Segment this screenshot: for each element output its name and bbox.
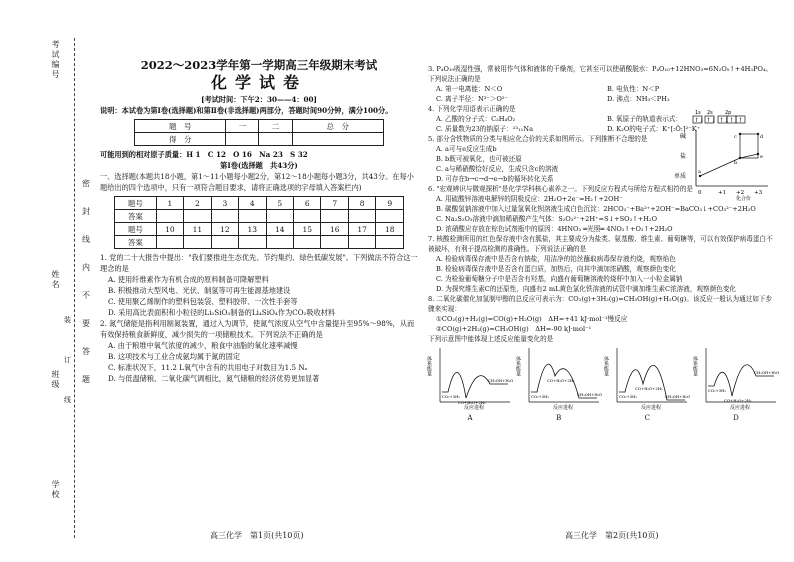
fig5-x-2: +2	[736, 190, 745, 196]
energy-svg	[428, 346, 512, 412]
q2-option-d: D. 与低温储粮、二氧化碳气调相比，氮气储粮的经济优势更加显著	[108, 374, 320, 383]
page-1	[100, 58, 418, 384]
page2-footer: 高三化学 第2页(共10页)	[565, 531, 659, 540]
fig5-x-0: 0	[698, 190, 702, 196]
question-4: 4. 下列化学用语表示正确的是	[428, 105, 516, 113]
species-mid: CO+H₂O+2H₂	[546, 378, 575, 383]
answer-table	[114, 196, 404, 249]
answer-blank[interactable]	[156, 210, 183, 223]
species-end: CH₃OH+H₂O	[665, 394, 691, 399]
seal-small-3: 线	[64, 396, 71, 404]
answer-num: 17	[348, 223, 375, 236]
energy-xlabel: 反应进程	[552, 405, 573, 411]
q5-option-d: D. 可存在b→c→d→e→b的循环转化关系	[436, 175, 554, 183]
energy-xlabel: 反应进程	[641, 405, 662, 411]
answer-label: 答案	[115, 210, 157, 223]
q6-option-b: B. 碳酸氢钠溶液中加入过量氢氧化钡溶液生成白色沉淀：2HCO₃⁻+Ba²⁺+2OH⁻=BaCO₃↓+CO₃²⁻+2H₂O	[436, 205, 756, 213]
q5-option-b: B. b既可被氧化，也可被还原	[436, 155, 522, 163]
fig5-x-3: +3	[754, 190, 763, 196]
answer-label: 答案	[115, 236, 157, 249]
q5-option-c: C. a与稀硝酸恰好反应，生成只含c的溶液	[436, 165, 559, 173]
species-end: CH₃OH+H₂O	[488, 378, 514, 383]
q3-options-row2	[428, 94, 778, 104]
seal-word-4: 内	[82, 263, 90, 272]
q3-option-b: B. 电负性：N＜P	[607, 85, 660, 93]
q3-option-c: C. 离子半径：N³⁻＞O²⁻	[436, 95, 508, 103]
answer-blank[interactable]	[321, 236, 348, 249]
answer-num: 9	[376, 197, 404, 210]
energy-ylabel: 体系能量	[514, 356, 521, 376]
species-mid: CO+H₂O+2H₂	[458, 400, 486, 405]
answer-num: 11	[184, 223, 211, 236]
section1-desc: 一、选择题(本题共18小题，第1～11小题每小题2分，第12～18小题每小题3分，共43分。在每小题给出的四个选项中，只有一项符合题目要求，请将正确选项的字母填入答案栏内)	[100, 172, 414, 192]
score-cell: 总 分	[292, 120, 383, 133]
q1-option-b: B. 积极推动大型风电、光伏、制氢等可再生能源基地建设	[108, 286, 291, 295]
fig5-point-b: b	[734, 160, 738, 166]
question-2: 2. 氮气储能是指利用制氮装置，通过入为调节，使氮气浓度从空气中含量提升至95%～98%，从而有效保持粮食新鲜度，减少损失的一项储粮技术。下列说法不正确的是	[100, 319, 415, 339]
answer-label: 题号	[115, 197, 157, 210]
answer-num: 10	[156, 223, 183, 236]
seal-word-1: 密	[82, 179, 90, 188]
energy-ylabel: 体系能量	[603, 356, 610, 376]
svg-text:↑↓: ↑↓	[719, 117, 730, 124]
score-cell: 题 号	[135, 120, 226, 133]
energy-diagram-d[interactable]	[691, 346, 780, 422]
iron-valence-figure	[668, 126, 778, 202]
answer-blank[interactable]	[266, 210, 293, 223]
answer-blank[interactable]	[239, 236, 266, 249]
species-start: CO₂+3H₂	[619, 394, 638, 399]
score-blank[interactable]	[226, 133, 259, 146]
score-cell: 得 分	[135, 133, 226, 146]
seal-word-2: 封	[82, 207, 90, 216]
fig5-point-a: a	[698, 169, 701, 175]
exam-time: [考试时间：下午2：30——4：00]	[201, 95, 317, 104]
score-cell: 二	[259, 120, 292, 133]
fig5-x-1: +1	[718, 190, 727, 196]
orbital-label-1s: 1s	[695, 110, 701, 116]
score-blank[interactable]	[259, 133, 292, 146]
atomic-masses: 可能用到的相对原子质量：H 1 C 12 O 16 Na 23 S 32	[100, 150, 308, 159]
question-8: 8. 二氧化碳催化加氢制甲醇的总反应可表示为：CO₂(g)+3H₂(g)=CH₃OH(g)+H₂O(g)。该反应一般认为通过如下步骤来实现：	[428, 295, 773, 313]
answer-blank[interactable]	[239, 210, 266, 223]
q4-option-a: A. 乙酸的分子式：C₂H₄O₂	[436, 115, 516, 123]
page1-footer: 高三化学 第1页(共10页)	[210, 531, 304, 540]
answer-label: 题号	[115, 223, 157, 236]
species-start: CO₂+3H₂	[442, 394, 460, 399]
question-1: 1. 党的二十大报告中提出："我们要推进生态优先、节约集约、绿色低碳发展"。下列做法不符合这一理念的是	[100, 253, 418, 273]
svg-text:↑: ↑	[738, 117, 744, 124]
q7-option-a: A. 检验病毒保存液中是否含有钠盐，用洁净的铂丝蘸取病毒保存液灼烧，观察焰色	[436, 255, 676, 263]
energy-svg	[605, 346, 689, 412]
q6-option-a: A. 用硫酸锌溶液电解锌的阴极反应：2H₂O+2e⁻=H₂↑+2OH⁻	[436, 195, 623, 203]
class-label: 班级	[51, 370, 60, 390]
answer-num: 15	[294, 223, 321, 236]
energy-ylabel: 体系能量	[426, 356, 432, 376]
q6-option-c: C. Na₂S₂O₃溶液中滴加稀硝酸产生气体：S₂O₃²⁻+2H⁺=S↓+SO₂↑+H₂O	[436, 215, 658, 223]
exam-no-label: 考试编号	[51, 40, 60, 80]
score-cell: 一	[226, 120, 259, 133]
q4-options-row1	[428, 110, 778, 124]
answer-blank[interactable]	[294, 236, 321, 249]
fig5-ylabel-salt: 盐	[680, 153, 687, 160]
energy-option-label: B	[556, 414, 562, 422]
answer-num: 12	[211, 223, 238, 236]
answer-num: 5	[266, 197, 293, 210]
energy-ylabel: 体系能量	[691, 356, 698, 376]
energy-svg	[691, 346, 780, 412]
energy-diagrams	[426, 346, 780, 422]
answer-blank[interactable]	[156, 236, 183, 249]
answer-num: 2	[184, 197, 211, 210]
seal-dashed-line	[74, 38, 75, 538]
q2-option-a: A. 由于粮堆中氧气浓度的减少，粮食中油脂的氧化速率减慢	[108, 341, 298, 350]
seal-words	[82, 170, 92, 394]
q1-option-a: A. 使用纤维素作为有机合成的原料制备可降解塑料	[108, 275, 269, 284]
answer-blank[interactable]	[348, 210, 375, 223]
answer-num: 13	[239, 223, 266, 236]
answer-blank[interactable]	[294, 210, 321, 223]
seal-small-1: 装	[64, 316, 71, 324]
answer-blank[interactable]	[266, 236, 293, 249]
q4-option-c: C. 质量数为23的钠原子：²³₁₁Na	[436, 125, 534, 133]
answer-blank[interactable]	[348, 236, 375, 249]
instructions: 说明：本试卷为第Ⅰ卷(选择题)和第Ⅱ卷(非选择题)两部分，答题时间90分钟，满分100分。	[100, 106, 393, 115]
fig5-point-c: c	[734, 134, 737, 140]
score-blank[interactable]	[292, 133, 383, 146]
orbital-label-2s: 2s	[707, 110, 713, 116]
q7-option-d: D. 为探究维生素C的还原性，向盛有2 mL黄色氯化铁溶液的试管中滴加维生素C浓溶液，观察颜色变化	[436, 285, 737, 293]
q1-option-d: D. 采用高比表面积和小粒径的Li₂SiO₃制备的Li₄SiO₄作为CO₂吸收材料	[108, 308, 336, 317]
question-7: 7. 核酸检测所用的红色保存液中含有胍盐，其主要成分为盐类、氨基酸、维生素、葡萄糖等，可以有效保护病毒蛋白不被破坏，有利于提高检测的准确性。下列说法正确的是	[428, 235, 773, 253]
svg-text:↑: ↑	[729, 117, 735, 124]
fig5-ylabel-base: 碱	[680, 133, 687, 140]
species-mid: CO+H₂O+2H₂	[635, 386, 663, 391]
species-mid: CO+H₂O+2H₂	[723, 398, 752, 403]
school-label: 学校	[51, 480, 60, 500]
energy-option-label: D	[733, 414, 739, 422]
energy-option-label: A	[467, 414, 473, 422]
species-start: CO₂+3H₂	[530, 394, 549, 399]
q4-option-b: B. 氧原子的轨道表示式：	[607, 115, 682, 123]
exam-title: 2022～2023学年第一学期高三年级期末考试	[140, 58, 378, 72]
q7-option-b: B. 检验病毒保存液中是否含有蛋白质，加热后，向其中滴加浓硝酸，观察颜色变化	[436, 265, 676, 273]
seal-small-2: 订	[64, 356, 71, 364]
answer-num: 3	[211, 197, 238, 210]
q3-option-d: D. 沸点：NH₃＜PH₃	[607, 95, 670, 103]
seal-word-5: 不	[82, 291, 90, 300]
seal-word-3: 线	[82, 235, 90, 244]
answer-num: 6	[294, 197, 321, 210]
species-end: CH₃OH+H₂O	[753, 370, 780, 375]
section1-title: 第Ⅰ卷(选择题 共43分)	[220, 161, 298, 170]
answer-blank[interactable]	[376, 236, 404, 249]
answer-num: 14	[266, 223, 293, 236]
q5-option-a: A. a可与e反应生成b	[436, 145, 497, 153]
seal-small-words	[64, 300, 74, 420]
answer-num: 18	[376, 223, 404, 236]
q1-option-c: C. 使用聚乙烯制作的塑料包装袋、塑料胶带、一次性手套等	[108, 297, 298, 306]
answer-num: 1	[156, 197, 183, 210]
species-end: CH₃OH+H₂O	[576, 392, 602, 397]
q4-option-b-wrap	[607, 110, 778, 124]
fig5-ylabel-element: 单质	[674, 173, 687, 180]
subject-title: 化学试卷	[210, 73, 307, 92]
svg-text:↑↓: ↑↓	[694, 117, 705, 124]
q8-tail: 下列示意图中能体现上述反应能量变化的是	[428, 335, 554, 343]
energy-diagram-b[interactable]	[514, 346, 602, 422]
species-start: CO₂+3H₂	[707, 388, 726, 393]
energy-xlabel: 反应进程	[729, 405, 750, 411]
answer-num: 4	[239, 197, 266, 210]
q2-option-b: B. 这项技术与工业合成氨均属于氮的固定	[108, 352, 241, 361]
score-table	[134, 119, 384, 146]
question-3: 3. P₄O₁₀吸湿性强，常被用作气体和液体的干燥剂，它甚至可以使硝酸脱水：P₄O₁₀+12HNO₃=6N₂O₅↑+4H₃PO₄。下列说法正确的是	[428, 65, 773, 83]
answer-blank[interactable]	[211, 210, 238, 223]
q7-option-c: C. 为检验葡萄糖分子中是否含有羟基，向盛有葡萄糖溶液的烧杯中加入一小粒金属钠	[436, 275, 683, 283]
q8-step-2: ②CO(g)+2H₂(g)=CH₃OH(g) ΔH=-90 kJ·mol⁻¹	[436, 325, 592, 333]
energy-diagram-c[interactable]	[603, 346, 691, 422]
q2-option-c: C. 标准状况下，11.2 L氧气中含有的共用电子对数目为1.5 Nₐ	[108, 363, 308, 372]
answer-blank[interactable]	[211, 236, 238, 249]
seal-word-7: 答	[82, 347, 90, 356]
question-6: 6. "宏观辨识与微观探析"是化学学科核心素养之一。下列反应方程式与所给方程式相符的是	[428, 185, 694, 193]
orbital-diagram	[691, 108, 751, 124]
orbital-label-2p: 2p	[725, 110, 732, 116]
q4-option-d: D. K₂O的电子式：K⁺[:Ö:]²⁻K⁺	[607, 125, 701, 133]
energy-svg	[514, 346, 602, 412]
q6-option-d: D. 浓硝酸应存放在棕色试剂瓶中的原因：4HNO₃ ═光照═ 4NO₂↑+O₂↑+2H₂O	[436, 225, 673, 233]
q3-option-a: A. 第一电离能：N＜O	[436, 85, 503, 93]
answer-blank[interactable]	[321, 210, 348, 223]
answer-blank[interactable]	[376, 210, 404, 223]
seal-word-6: 要	[82, 319, 90, 328]
svg-text:↑↓: ↑↓	[706, 117, 717, 124]
q8-step-1: ①CO₂(g)+H₂(g)=CO(g)+H₂O(g) ΔH=+41 kJ·mol⁻¹慢反应	[436, 315, 628, 323]
fig5-point-e: e	[760, 154, 763, 160]
name-label: 姓名	[51, 270, 60, 290]
energy-option-label: C	[644, 414, 650, 422]
fig5-xlabel: 化合价	[736, 196, 752, 202]
binding-strip	[0, 0, 98, 562]
answer-num: 8	[348, 197, 375, 210]
answer-blank[interactable]	[184, 236, 211, 249]
q3-options-row1	[428, 84, 778, 94]
answer-num: 16	[321, 223, 348, 236]
energy-diagram-a[interactable]	[426, 346, 514, 422]
answer-num: 7	[321, 197, 348, 210]
fig5-point-d: d	[760, 134, 764, 140]
question-5: 5. 部分含铁物质的分类与相应化合价的关系如图所示。下列推断不合理的是	[428, 135, 648, 143]
seal-word-8: 题	[82, 375, 90, 384]
answer-blank[interactable]	[184, 210, 211, 223]
energy-xlabel: 反应进程	[464, 405, 485, 411]
page-2	[426, 64, 780, 422]
